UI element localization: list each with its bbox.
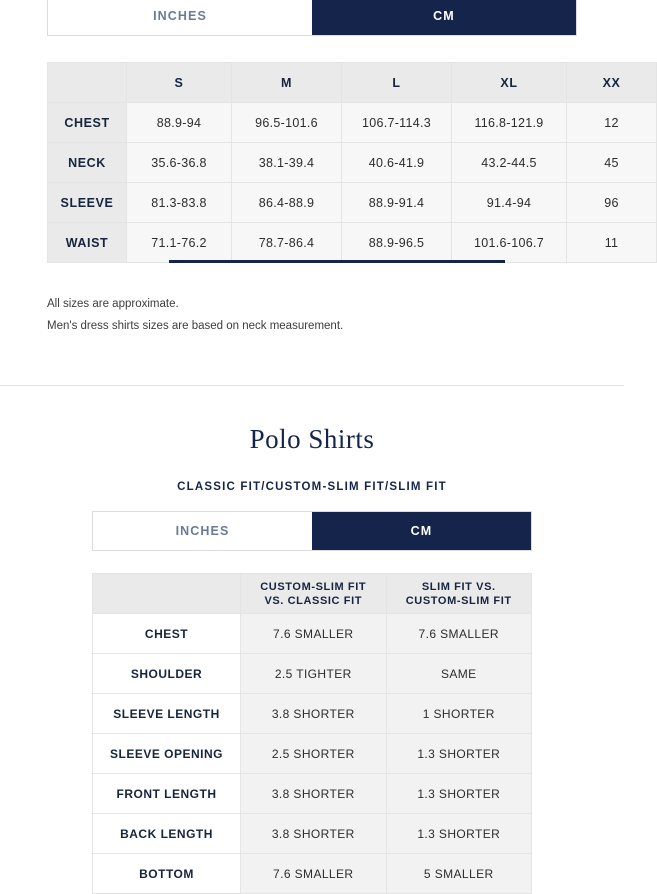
row-header-front-length: FRONT LENGTH bbox=[93, 774, 241, 814]
cell-front-length-custom-slim: 3.8 SHORTER bbox=[241, 774, 387, 814]
table-scroll-indicator[interactable] bbox=[169, 260, 505, 263]
fit-table-corner-cell bbox=[93, 574, 241, 614]
row-header-chest: CHEST bbox=[93, 614, 241, 654]
column-header-l: L bbox=[342, 63, 452, 103]
column-header-custom-slim-vs-classic bbox=[241, 574, 387, 614]
tab-cm-label: CM bbox=[433, 9, 455, 23]
cell-neck-l: 40.6-41.9 bbox=[342, 143, 452, 183]
column-header-line1: CUSTOM-SLIM FIT bbox=[260, 580, 367, 593]
row-header-back-length: BACK LENGTH bbox=[93, 814, 241, 854]
cell-chest-slim: 7.6 SMALLER bbox=[386, 614, 532, 654]
cell-sleeve-s: 81.3-83.8 bbox=[127, 183, 232, 223]
size-notes bbox=[47, 263, 577, 337]
row-header-chest: CHEST bbox=[48, 103, 127, 143]
cell-waist-xl: 101.6-106.7 bbox=[452, 223, 567, 263]
cell-chest-m: 96.5-101.6 bbox=[232, 103, 342, 143]
dress-shirt-table-scroll[interactable] bbox=[47, 62, 621, 263]
tab-inches-label-polo: INCHES bbox=[175, 524, 230, 538]
table-header-row bbox=[93, 574, 532, 614]
table-row bbox=[48, 103, 657, 143]
cell-back-length-custom-slim: 3.8 SHORTER bbox=[241, 814, 387, 854]
tab-inches-polo[interactable] bbox=[93, 512, 312, 550]
table-row bbox=[93, 654, 532, 694]
table-row bbox=[93, 694, 532, 734]
table-row bbox=[93, 854, 532, 894]
column-header-slim-vs-custom-slim bbox=[386, 574, 532, 614]
section-subtitle: CLASSIC FIT/CUSTOM-SLIM FIT/SLIM FIT bbox=[177, 481, 447, 493]
row-header-neck: NECK bbox=[48, 143, 127, 183]
column-header-line1: SLIM FIT VS. bbox=[421, 580, 496, 593]
row-header-sleeve: SLEEVE bbox=[48, 183, 127, 223]
tab-inches-label: INCHES bbox=[153, 9, 207, 23]
column-header-line2: CUSTOM-SLIM FIT bbox=[405, 594, 512, 607]
column-header-xx: XX bbox=[567, 63, 657, 103]
cell-neck-m: 38.1-39.4 bbox=[232, 143, 342, 183]
table-header-row bbox=[48, 63, 657, 103]
dress-shirt-table-wrap bbox=[0, 62, 624, 263]
cell-sleeve-xx: 96 bbox=[567, 183, 657, 223]
row-header-shoulder: SHOULDER bbox=[93, 654, 241, 694]
column-header-m: M bbox=[232, 63, 342, 103]
units-tab-row-dress-shirts bbox=[47, 0, 577, 36]
cell-sleeve-l: 88.9-91.4 bbox=[342, 183, 452, 223]
dress-shirt-size-table bbox=[47, 62, 657, 263]
table-corner-cell bbox=[48, 63, 127, 103]
cell-neck-xx: 45 bbox=[567, 143, 657, 183]
cell-waist-m: 78.7-86.4 bbox=[232, 223, 342, 263]
cell-waist-s: 71.1-76.2 bbox=[127, 223, 232, 263]
section-divider bbox=[0, 385, 624, 386]
cell-chest-s: 88.9-94 bbox=[127, 103, 232, 143]
cell-sleeve-length-slim: 1 SHORTER bbox=[386, 694, 532, 734]
row-header-waist: WAIST bbox=[48, 223, 127, 263]
tab-inches-dress-shirts[interactable] bbox=[48, 0, 312, 35]
cell-sleeve-opening-custom-slim: 2.5 SHORTER bbox=[241, 734, 387, 774]
cell-chest-l: 106.7-114.3 bbox=[342, 103, 452, 143]
cell-bottom-slim: 5 SMALLER bbox=[386, 854, 532, 894]
tab-cm-label-polo: CM bbox=[410, 524, 433, 538]
column-header-xl: XL bbox=[452, 63, 567, 103]
cell-neck-xl: 43.2-44.5 bbox=[452, 143, 567, 183]
cell-neck-s: 35.6-36.8 bbox=[127, 143, 232, 183]
cell-back-length-slim: 1.3 SHORTER bbox=[386, 814, 532, 854]
cell-front-length-slim: 1.3 SHORTER bbox=[386, 774, 532, 814]
table-row bbox=[93, 774, 532, 814]
polo-fit-comparison-table bbox=[92, 573, 532, 894]
row-header-sleeve-opening: SLEEVE OPENING bbox=[93, 734, 241, 774]
table-row bbox=[93, 614, 532, 654]
column-header-s: S bbox=[127, 63, 232, 103]
tab-cm-dress-shirts[interactable] bbox=[312, 0, 576, 35]
page-title: Polo Shirts bbox=[249, 424, 375, 454]
polo-shirts-section bbox=[0, 386, 624, 894]
units-tab-row-polo bbox=[92, 511, 532, 551]
cell-chest-custom-slim: 7.6 SMALLER bbox=[241, 614, 387, 654]
cell-waist-l: 88.9-96.5 bbox=[342, 223, 452, 263]
table-row bbox=[93, 734, 532, 774]
column-header-line2: VS. CLASSIC FIT bbox=[264, 594, 363, 607]
table-row bbox=[48, 143, 657, 183]
tab-cm-polo[interactable] bbox=[312, 512, 531, 550]
cell-waist-xx: 11 bbox=[567, 223, 657, 263]
cell-chest-xl: 116.8-121.9 bbox=[452, 103, 567, 143]
dress-shirt-size-section bbox=[0, 0, 624, 386]
row-header-bottom: BOTTOM bbox=[93, 854, 241, 894]
table-row bbox=[48, 183, 657, 223]
cell-shoulder-slim: SAME bbox=[386, 654, 532, 694]
cell-sleeve-xl: 91.4-94 bbox=[452, 183, 567, 223]
size-note-1: All sizes are approximate. bbox=[47, 298, 179, 310]
table-row bbox=[93, 814, 532, 854]
size-note-2: Men's dress shirts sizes are based on neck measurement. bbox=[47, 320, 344, 332]
cell-chest-xx: 12 bbox=[567, 103, 657, 143]
cell-sleeve-length-custom-slim: 3.8 SHORTER bbox=[241, 694, 387, 734]
cell-bottom-custom-slim: 7.6 SMALLER bbox=[241, 854, 387, 894]
cell-sleeve-opening-slim: 1.3 SHORTER bbox=[386, 734, 532, 774]
row-header-sleeve-length: SLEEVE LENGTH bbox=[93, 694, 241, 734]
cell-shoulder-custom-slim: 2.5 TIGHTER bbox=[241, 654, 387, 694]
table-row bbox=[48, 223, 657, 263]
cell-sleeve-m: 86.4-88.9 bbox=[232, 183, 342, 223]
